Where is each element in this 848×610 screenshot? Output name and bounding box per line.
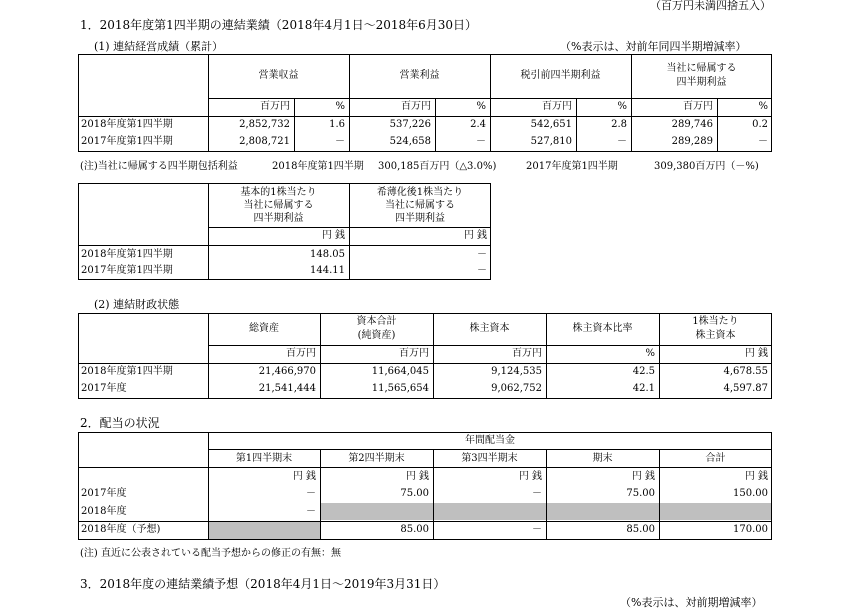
table-cell: 148.05 <box>310 249 345 260</box>
row-label: 2017年度 <box>81 383 127 394</box>
unit: % <box>758 101 768 112</box>
table-cell: 21,541,444 <box>258 383 316 394</box>
unit: 円 銭 <box>631 471 655 482</box>
table-cell: － <box>477 249 487 260</box>
header-pretax-income: 税引前四半期利益 <box>520 70 601 81</box>
table-cell: 542,651 <box>530 119 572 130</box>
table-cell: 42.5 <box>632 366 655 377</box>
table-cell: 1.6 <box>329 119 345 130</box>
dividend-revision-note: (注) 直近に公表されている配当予想からの修正の有無：無 <box>80 548 341 559</box>
header-basic-eps-line1: 基本的1株当たり <box>240 187 317 198</box>
sub1-title: (1) 連結経営成績（累計） <box>94 40 224 53</box>
unit: 百万円 <box>260 101 290 112</box>
table-cell: 21,466,970 <box>258 366 316 377</box>
header-total-assets: 総資産 <box>249 323 279 334</box>
table-cell: 4,678.55 <box>723 366 768 377</box>
header-operating-revenue: 営業収益 <box>258 70 299 81</box>
header-year-end: 期末 <box>592 453 613 464</box>
header-equity-ratio: 株主資本比率 <box>572 323 633 334</box>
unit: % <box>617 101 627 112</box>
header-q2-end: 第2四半期末 <box>348 453 405 464</box>
header-q1-end: 第1四半期末 <box>235 453 293 464</box>
table-cell: 289,746 <box>671 119 713 130</box>
table-cell: － <box>476 136 486 147</box>
table-cell: － <box>617 136 627 147</box>
row-label: 2018年度第1四半期 <box>81 366 173 377</box>
unit: % <box>476 101 486 112</box>
comprehensive-note-year2: 2017年度第1四半期 <box>526 161 618 172</box>
header-diluted-eps-line2: 当社に帰属する <box>385 200 455 211</box>
table-cell: 527,810 <box>530 136 572 147</box>
unit: 百万円 <box>399 348 429 359</box>
table-cell: 289,289 <box>671 136 713 147</box>
table-cell: － <box>306 488 316 499</box>
comprehensive-note-value2: 309,380百万円（－%) <box>654 161 759 172</box>
header-bps-line2: 株主資本 <box>695 330 736 341</box>
comprehensive-note-year1: 2018年度第1四半期 <box>272 161 364 172</box>
table-cell: － <box>477 265 487 276</box>
unit: 百万円 <box>683 101 713 112</box>
table-cell: 537,226 <box>389 119 431 130</box>
unit: 円 銭 <box>292 471 316 482</box>
table-cell: 85.00 <box>400 524 429 535</box>
table-cell: 2,852,732 <box>239 119 290 130</box>
header-total-equity-line1: 資本合計 <box>356 316 397 327</box>
header-shareholders-equity: 株主資本 <box>469 323 510 334</box>
header-basic-eps-line3: 四半期利益 <box>253 213 304 224</box>
unit: 円 銭 <box>321 230 345 241</box>
header-diluted-eps-line1: 希薄化後1株当たり <box>376 187 464 198</box>
table-cell: 75.00 <box>626 488 655 499</box>
header-diluted-eps-line3: 四半期利益 <box>395 213 445 224</box>
header-total: 合計 <box>705 453 726 464</box>
header-total-equity-line2: (純資産) <box>357 330 396 341</box>
unit: 円 銭 <box>405 471 429 482</box>
row-label: 2018年度第1四半期 <box>81 119 173 130</box>
comprehensive-note-value1: 300,185百万円（△3.0%) <box>378 161 497 172</box>
unit: 円 銭 <box>518 471 542 482</box>
table-cell: 0.2 <box>752 119 768 130</box>
table-cell: 42.1 <box>632 383 655 394</box>
table-cell: 2.4 <box>470 119 486 130</box>
sub2-title: (2) 連結財政状態 <box>94 298 180 311</box>
unit: % <box>335 101 345 112</box>
unit: 円 銭 <box>744 348 768 359</box>
table-cell: 2,808,721 <box>239 136 290 147</box>
header-basic-eps-line2: 当社に帰属する <box>243 200 314 211</box>
section3-note: （%表示は、対前期増減率） <box>620 596 763 609</box>
header-annual-dividends: 年間配当金 <box>465 435 515 446</box>
section1-title: 1．2018年度第1四半期の連結業績（2018年4月1日～2018年6月30日） <box>80 18 478 32</box>
table-cell: 9,062,752 <box>491 383 542 394</box>
unit: % <box>645 348 655 359</box>
table-cell: 85.00 <box>626 524 655 535</box>
row-label: 2017年度第1四半期 <box>81 265 173 276</box>
header-q3-end: 第3四半期末 <box>461 453 518 464</box>
table-cell: － <box>532 524 542 535</box>
sub1-note: （%表示は、対前年同四半期増減率） <box>560 40 747 53</box>
unit: 円 銭 <box>744 471 768 482</box>
table-cell: 150.00 <box>733 488 768 499</box>
table-cell: － <box>306 506 316 517</box>
header-bps-line1: 1株当たり <box>692 316 739 327</box>
table-cell: 2.8 <box>611 119 627 130</box>
section2-title: 2．配当の状況 <box>80 416 160 430</box>
table-cell: 11,565,654 <box>371 383 429 394</box>
table-cell: 75.00 <box>400 488 429 499</box>
table-cell: 11,664,045 <box>371 366 429 377</box>
header-operating-income: 営業利益 <box>399 70 440 81</box>
section3-title: 3．2018年度の連結業績予想（2018年4月1日～2019年3月31日） <box>80 577 446 591</box>
row-label: 2018年度（予想) <box>81 524 161 535</box>
table-cell: 4,597.87 <box>723 383 768 394</box>
comprehensive-note-label: (注)当社に帰属する四半期包括利益 <box>80 161 238 172</box>
unit: 百万円 <box>401 101 431 112</box>
table-cell: 144.11 <box>310 265 345 276</box>
unit: 百万円 <box>542 101 572 112</box>
table-cell: 524,658 <box>389 136 431 147</box>
table-cell: 170.00 <box>733 524 768 535</box>
table-cell: － <box>335 136 345 147</box>
table-cell: － <box>532 488 542 499</box>
table-cell: － <box>758 136 768 147</box>
row-label: 2018年度第1四半期 <box>81 249 173 260</box>
table-cell: 9,124,535 <box>491 366 542 377</box>
unit: 百万円 <box>286 348 316 359</box>
unit: 百万円 <box>512 348 542 359</box>
row-label: 2017年度第1四半期 <box>81 136 173 147</box>
header-net-income-line2: 四半期利益 <box>676 77 727 88</box>
units-note: （百万円未満四捨五入） <box>650 0 771 12</box>
row-label: 2018年度 <box>81 506 127 517</box>
header-net-income-line1: 当社に帰属する <box>666 63 737 74</box>
row-label: 2017年度 <box>81 488 127 499</box>
unit: 円 銭 <box>463 230 487 241</box>
